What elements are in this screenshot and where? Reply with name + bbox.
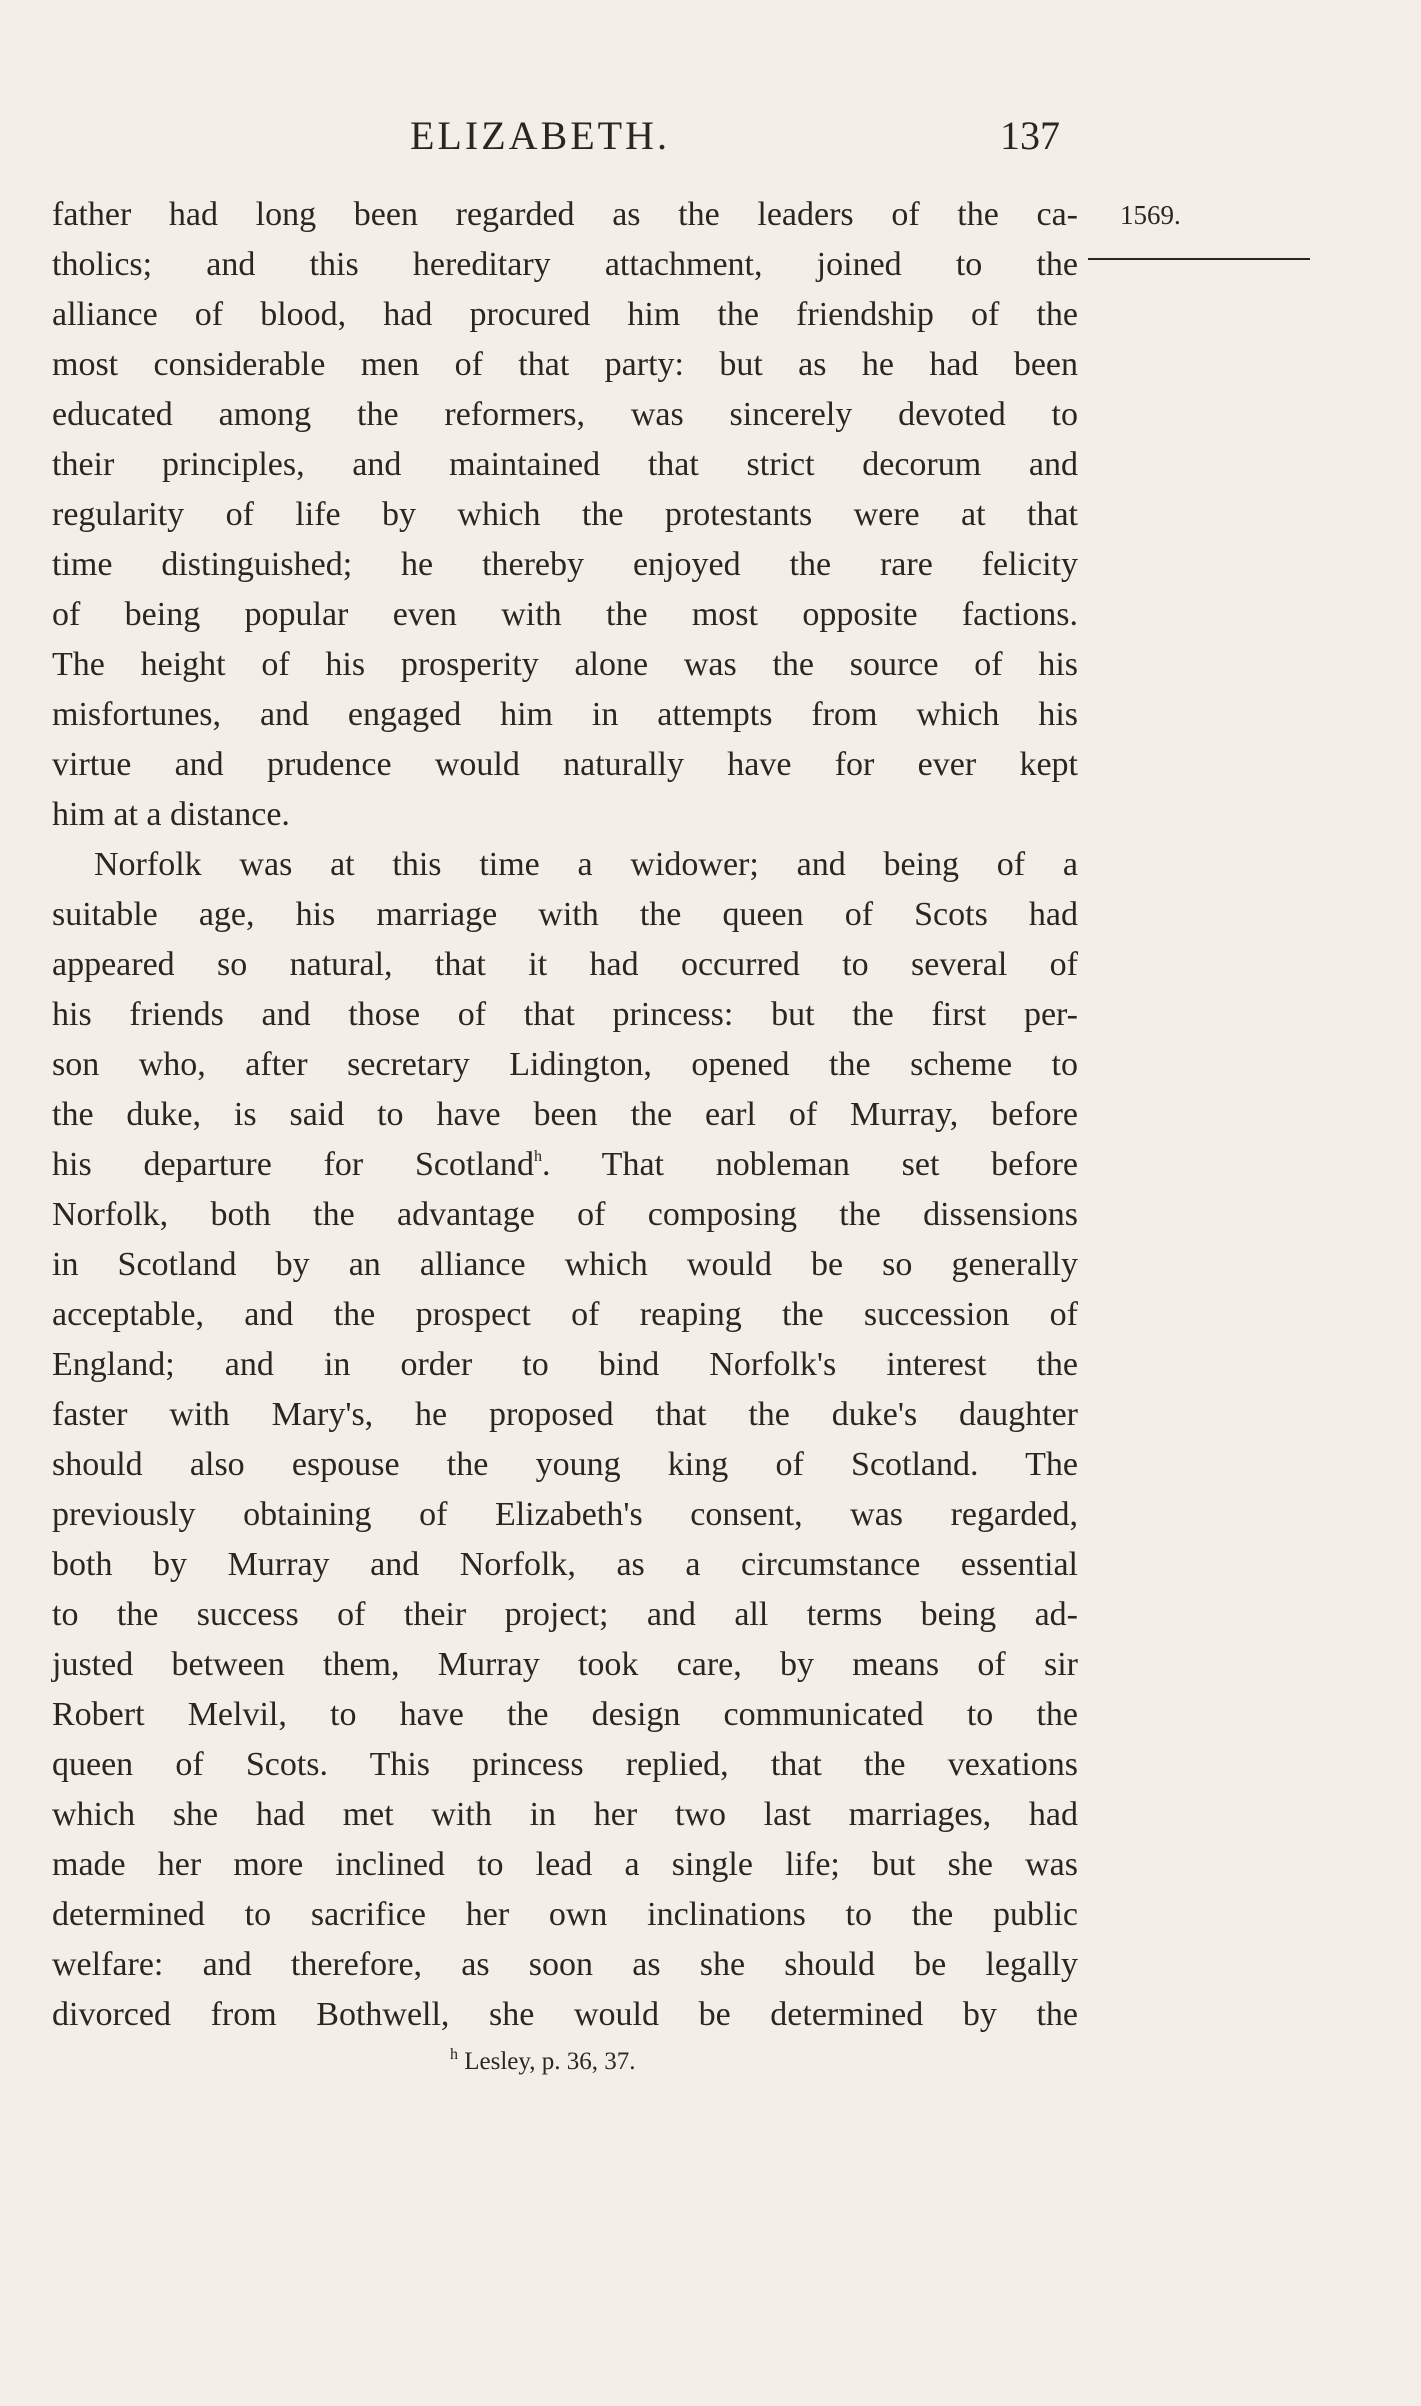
text-line: queen of Scots. This princess replied, that the vexations	[52, 1746, 1078, 1783]
margin-rule	[1088, 258, 1310, 260]
text-segment: . That nobleman set before	[542, 1146, 1078, 1183]
footnote-mark: h	[450, 2046, 458, 2063]
margin-year-note: 1569.	[1120, 200, 1181, 230]
footnote-text: Lesley, p. 36, 37.	[464, 2048, 636, 2075]
text-line: of being popular even with the most opposite factions.	[52, 596, 1078, 633]
page-number: 137	[1000, 113, 1060, 158]
text-line: son who, after secretary Lidington, opened the scheme to	[52, 1046, 1078, 1083]
text-line: virtue and prudence would naturally have for ever kept	[52, 746, 1078, 783]
text-line: Norfolk was at this time a widower; and being of a	[94, 846, 1078, 883]
text-line: to the success of their project; and all terms being ad-	[52, 1596, 1078, 1633]
text-line: should also espouse the young king of Scotland. The	[52, 1446, 1078, 1483]
text-line: suitable age, his marriage with the queen of Scots had	[52, 896, 1078, 933]
text-line-with-footnote-ref	[52, 1140, 1078, 1190]
text-line: in Scotland by an alliance which would be so generally	[52, 1246, 1078, 1283]
text-line: alliance of blood, had procured him the friendship of the	[52, 296, 1078, 333]
text-line: determined to sacrifice her own inclinations to the public	[52, 1896, 1078, 1933]
text-line: appeared so natural, that it had occurred to several of	[52, 946, 1078, 983]
text-line: divorced from Bothwell, she would be determined by the	[52, 1996, 1078, 2033]
text-line: Norfolk, both the advantage of composing the dissensions	[52, 1196, 1078, 1233]
text-line: England; and in order to bind Norfolk's interest the	[52, 1346, 1078, 1383]
text-line: father had long been regarded as the leaders of the ca-	[52, 196, 1078, 233]
text-line: both by Murray and Norfolk, as a circumstance essential	[52, 1546, 1078, 1583]
text-line: tholics; and this hereditary attachment, joined to the	[52, 246, 1078, 283]
text-line: educated among the reformers, was sincerely devoted to	[52, 396, 1078, 433]
text-line: regularity of life by which the protestants were at that	[52, 496, 1078, 533]
body-text	[52, 190, 1078, 2040]
footnote-reference: h	[534, 1148, 543, 1165]
text-line: Robert Melvil, to have the design communicated to the	[52, 1696, 1078, 1733]
text-segment: his departure for Scotland	[52, 1146, 535, 1183]
text-line: his friends and those of that princess: but the first per-	[52, 996, 1078, 1033]
text-line: him at a distance.	[52, 796, 290, 833]
text-line: the duke, is said to have been the earl of Murray, before	[52, 1096, 1078, 1133]
text-line: welfare: and therefore, as soon as she should be legally	[52, 1946, 1078, 1983]
text-line: most considerable men of that party: but as he had been	[52, 346, 1078, 383]
text-line: previously obtaining of Elizabeth's consent, was regarded,	[52, 1496, 1078, 1533]
text-line: justed between them, Murray took care, by means of sir	[52, 1646, 1078, 1683]
text-line: faster with Mary's, he proposed that the duke's daughter	[52, 1396, 1078, 1433]
text-line: time distinguished; he thereby enjoyed the rare felicity	[52, 546, 1078, 583]
footnote	[450, 2048, 636, 2076]
text-line: The height of his prosperity alone was the source of his	[52, 646, 1078, 683]
text-line: acceptable, and the prospect of reaping the succession of	[52, 1296, 1078, 1333]
text-line: misfortunes, and engaged him in attempts from which his	[52, 696, 1078, 733]
text-line: their principles, and maintained that strict decorum and	[52, 446, 1078, 483]
running-header-title: ELIZABETH.	[410, 113, 670, 158]
text-line: made her more inclined to lead a single life; but she was	[52, 1846, 1078, 1883]
text-line: which she had met with in her two last marriages, had	[52, 1796, 1078, 1833]
